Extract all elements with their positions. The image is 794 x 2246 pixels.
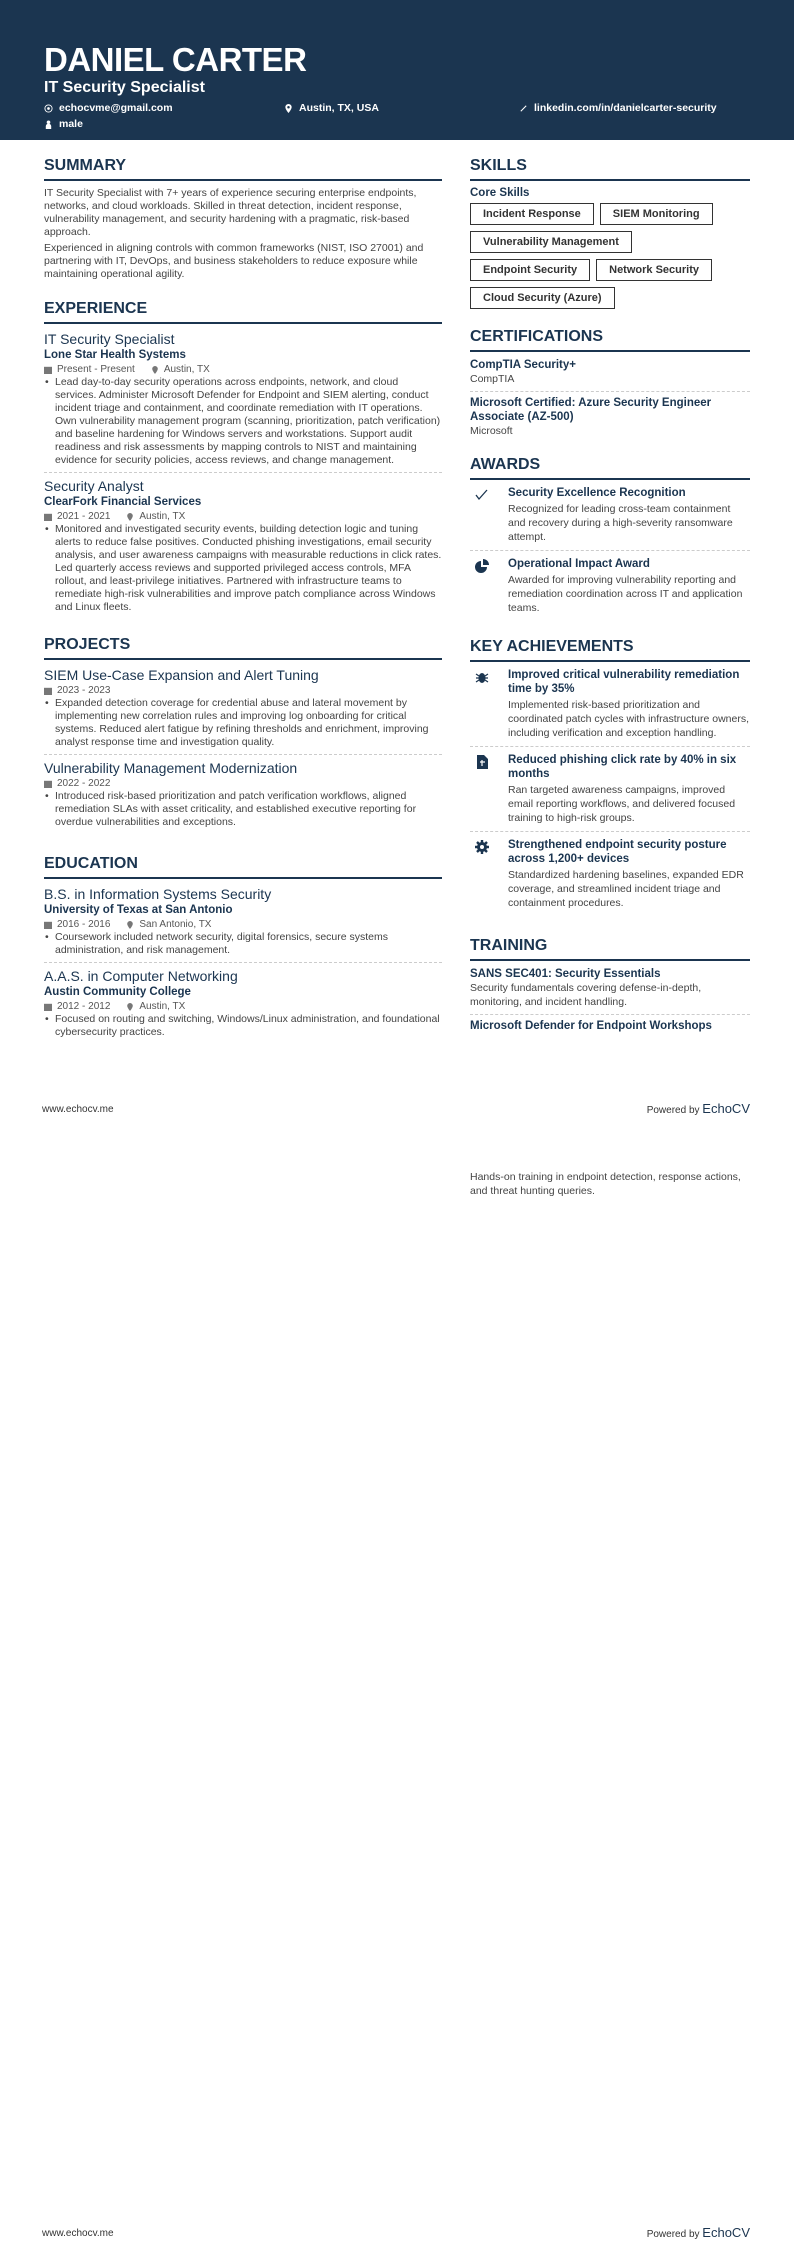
awards-title: Operational Impact Award: [508, 558, 650, 570]
education-item: [44, 885, 442, 963]
entry-title: SIEM Use-Case Expansion and Alert Tuning: [44, 667, 319, 683]
footer-site[interactable]: www.echocv.me: [42, 1104, 114, 1115]
bug-icon: [475, 670, 489, 684]
calendar-icon: [44, 513, 52, 521]
entry-meta: [44, 1000, 442, 1013]
experience-heading: EXPERIENCE: [44, 299, 442, 324]
achievements-desc: Standardized hardening baselines, expanded EDR coverage, and streamlined incident triage and containment procedures.: [508, 869, 744, 909]
link-icon: [519, 104, 528, 113]
map-pin-icon: [151, 366, 159, 374]
awards-desc: Recognized for leading cross-team containment and recovery during a high-severity ransomware attempt.: [508, 503, 733, 543]
entry-title: IT Security Specialist: [44, 331, 175, 347]
left-column: [44, 156, 442, 1048]
training-item: [470, 967, 750, 1015]
entry-location: Austin, TX: [139, 1001, 186, 1012]
check-icon: [475, 488, 489, 502]
training-name: Microsoft Defender for Endpoint Workshops: [470, 1020, 712, 1032]
certification-item: [470, 396, 750, 443]
achievements-title: Improved critical vulnerability remediation time by 35%: [508, 669, 740, 695]
achievements-desc: Implemented risk-based prioritization and coordinated patch cycles with infrastructure owners, including verification and exception handling.: [508, 699, 750, 739]
skill-chip: SIEM Monitoring: [600, 203, 713, 225]
entry-dates: 2012 - 2012: [57, 1001, 111, 1012]
projects-heading: PROJECTS: [44, 635, 442, 660]
entry-organization: University of Texas at San Antonio: [44, 904, 233, 916]
entry-meta: [44, 363, 442, 376]
entry-bullet: • Expanded detection coverage for credential abuse and lateral movement by implementing new correlation rules and improving log onboarding for critical systems. Reduced alert fatigue by refining thresholds and enrichment, improving analyst response time and investigation quality.: [44, 697, 442, 749]
skill-chip: Incident Response: [470, 203, 594, 225]
entry-title: A.A.S. in Computer Networking: [44, 968, 238, 984]
entry-meta: [44, 777, 442, 790]
experience-item: [44, 330, 442, 473]
entry-title: B.S. in Information Systems Security: [44, 886, 272, 902]
skills-group: Core Skills: [470, 187, 530, 199]
entry-meta: [44, 684, 442, 697]
calendar-icon: [44, 921, 52, 929]
candidate-title: IT Security Specialist: [44, 79, 205, 96]
achievements-desc: Ran targeted awareness campaigns, improved email reporting workflows, and delivered focused training to high-risk groups.: [508, 784, 736, 824]
pie-chart-icon: [475, 559, 489, 573]
certification-item: [470, 358, 750, 392]
achievements-heading: KEY ACHIEVEMENTS: [470, 637, 750, 662]
entry-bullet: • Coursework included network security, digital forensics, secure systems administration, and risk management.: [44, 931, 442, 957]
entry-bullet: • Lead day-to-day security operations across endpoints, network, and cloud services. Administer Microsoft Defender for Endpoint and SIEM alerting, conduct incident triage and containment, and coordinate remediation with IT operations. Own vulnerability management program (scanning, prioritization, patch verification) and baseline hardening for Windows servers and workstations. Support audit readiness and risk assessments by mapping controls to NIST and maintaining evidence for security policies, access reviews, and change management.: [44, 376, 442, 467]
contact-gender: male: [44, 118, 83, 130]
footer-site[interactable]: www.echocv.me: [42, 2228, 114, 2239]
calendar-icon: [44, 366, 52, 374]
awards-heading: AWARDS: [470, 455, 750, 480]
training-name: SANS SEC401: Security Essentials: [470, 968, 661, 980]
project-item: [44, 666, 442, 755]
achievements-item: [470, 668, 750, 747]
entry-title: Vulnerability Management Modernization: [44, 760, 298, 776]
entry-dates: 2016 - 2016: [57, 919, 111, 930]
entry-organization: Lone Star Health Systems: [44, 349, 186, 361]
user-icon: [44, 120, 53, 129]
cert-issuer: Microsoft: [470, 425, 513, 437]
skill-chip: Endpoint Security: [470, 259, 590, 281]
candidate-name: DANIEL CARTER: [44, 41, 307, 78]
skills-heading: SKILLS: [470, 156, 750, 181]
at-icon: [44, 104, 53, 113]
education-heading: EDUCATION: [44, 854, 442, 879]
map-pin-icon: [284, 104, 293, 113]
entry-meta: [44, 510, 442, 523]
cert-issuer: CompTIA: [470, 373, 515, 385]
achievements-title: Strengthened endpoint security posture across 1,200+ devices: [508, 839, 727, 865]
header: [0, 0, 794, 140]
entry-bullet: • Focused on routing and switching, Windows/Linux administration, and foundational cybersecurity practices.: [44, 1013, 442, 1039]
entry-meta: [44, 918, 442, 931]
entry-title: Security Analyst: [44, 478, 144, 494]
skill-chip: Cloud Security (Azure): [470, 287, 615, 309]
map-pin-icon: [126, 921, 134, 929]
gear-icon: [475, 840, 489, 854]
achievements-item: [470, 753, 750, 832]
entry-dates: 2022 - 2022: [57, 778, 111, 789]
summary-heading: SUMMARY: [44, 156, 442, 181]
skill-chip: Vulnerability Management: [470, 231, 632, 253]
summary-text: Experienced in aligning controls with common frameworks (NIST, ISO 27001) and partnering with IT, DevOps, and business stakeholders to reduce exposure while maintaining operational agility.: [44, 242, 424, 280]
project-item: [44, 759, 442, 834]
summary-text: IT Security Specialist with 7+ years of experience securing enterprise endpoints, networks, and cloud workloads. Skilled in threat detection, incident response, vulnerability management, and security hardening with a pragmatic, risk-based approach.: [44, 187, 417, 238]
footer-powered[interactable]: Powered by EchoCV: [646, 2225, 750, 2240]
skill-chip: Network Security: [596, 259, 712, 281]
training-desc: Hands-on training in endpoint detection, response actions, and threat hunting queries.: [470, 1171, 741, 1197]
awards-item: [470, 486, 750, 551]
calendar-icon: [44, 1003, 52, 1011]
achievements-item: [470, 838, 750, 916]
right-column: [470, 156, 750, 1033]
entry-location: Austin, TX: [163, 364, 210, 375]
entry-bullet: • Monitored and investigated security events, building detection logic and tuning alerts to reduce false positives. Conducted phishing investigations, email security analysis, and user awareness campaigns with measurable reductions in click rates. Led quarterly access reviews and supported privileged access controls, MFA rollout, and least-privilege initiatives. Partnered with infrastructure teams to remediate high-risk vulnerabilities and improve patch compliance across Windows and Linux fleets.: [44, 523, 442, 614]
entry-organization: ClearFork Financial Services: [44, 496, 202, 508]
contact-info: [44, 102, 794, 138]
entry-dates: 2023 - 2023: [57, 685, 111, 696]
file-icon: [475, 755, 489, 769]
footer-powered[interactable]: Powered by EchoCV: [646, 1101, 750, 1116]
certifications-heading: CERTIFICATIONS: [470, 327, 750, 352]
calendar-icon: [44, 780, 52, 788]
entry-organization: Austin Community College: [44, 986, 191, 998]
awards-desc: Awarded for improving vulnerability reporting and remediation coordination across IT and application teams.: [508, 574, 743, 614]
entry-location: San Antonio, TX: [139, 919, 212, 930]
entry-bullet: • Introduced risk-based prioritization and patch verification workflows, aligned remediation SLAs with asset criticality, and established executive reporting for overdue vulnerabilities and exceptions.: [44, 790, 442, 829]
cert-name: CompTIA Security+: [470, 359, 576, 371]
entry-dates: Present - Present: [57, 364, 135, 375]
contact-email[interactable]: echocvme@gmail.com: [44, 102, 173, 114]
contact-linkedin[interactable]: linkedin.com/in/danielcarter-security: [519, 102, 717, 114]
experience-item: [44, 477, 442, 619]
cert-name: Microsoft Certified: Azure Security Engineer Associate (AZ-500): [470, 397, 712, 423]
awards-item: [470, 557, 750, 621]
calendar-icon: [44, 687, 52, 695]
entry-location: Austin, TX: [139, 511, 186, 522]
skills-list: [470, 203, 750, 309]
training-heading: TRAINING: [470, 936, 750, 961]
map-pin-icon: [126, 1003, 134, 1011]
contact-location: Austin, TX, USA: [284, 102, 379, 114]
achievements-title: Reduced phishing click rate by 40% in six months: [508, 754, 737, 780]
map-pin-icon: [126, 513, 134, 521]
entry-dates: 2021 - 2021: [57, 511, 111, 522]
training-desc: Security fundamentals covering defense-in-depth, monitoring, and incident handling.: [470, 982, 702, 1008]
education-item: [44, 967, 442, 1044]
awards-title: Security Excellence Recognition: [508, 487, 686, 499]
